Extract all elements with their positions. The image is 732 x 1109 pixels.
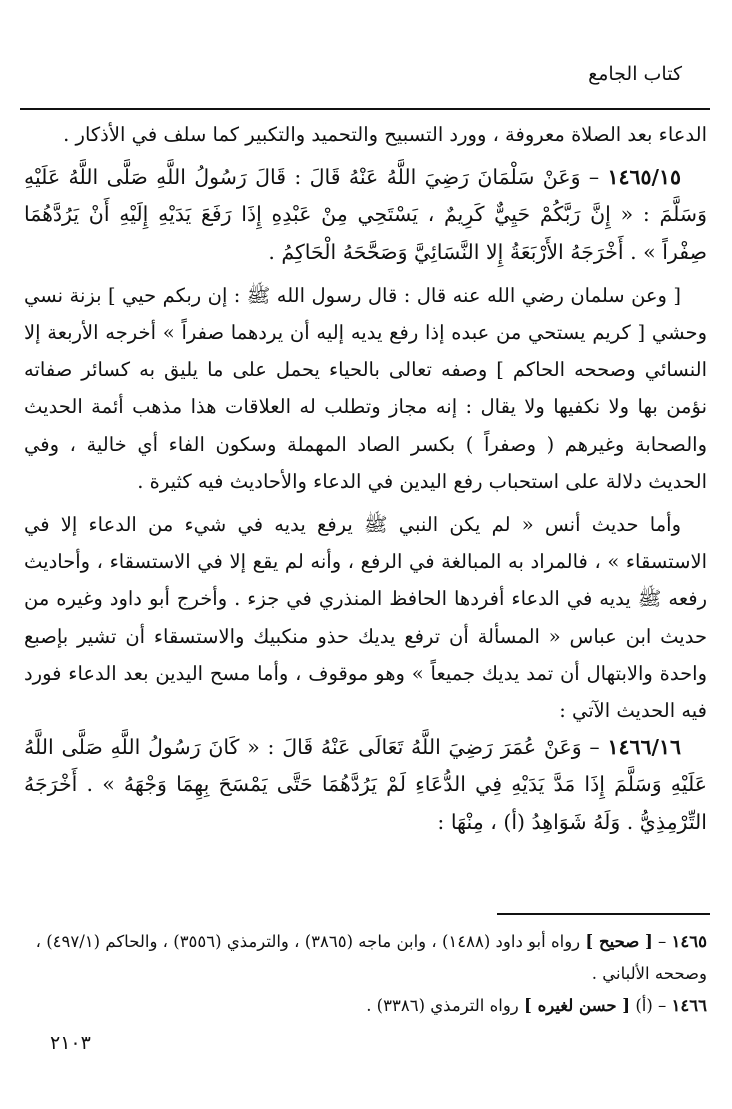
footnotes <box>24 926 707 1022</box>
page-number: ٢١٠٣ <box>50 1032 91 1054</box>
paragraph-dua-after-prayer: الدعاء بعد الصلاة معروفة ، وورد التسبيح والتحميد والتكبير كما سلف في الأذكار . <box>63 123 707 146</box>
footnote-rule <box>497 913 710 915</box>
footnote-grade: [ صحيح ] <box>585 932 653 951</box>
running-header: كتاب الجامع <box>588 63 682 85</box>
footnote-mark: (أ) <box>635 996 653 1015</box>
footnote-text: رواه أبو داود (١٤٨٨) ، وابن ماجه (٣٨٦٥) ، والترمذي (٣٥٥٦) ، والحاكم (٤٩٧/١) ، وصححه الألباني . <box>35 932 707 983</box>
main-text <box>24 116 707 841</box>
header-rule <box>20 108 710 110</box>
footnote-number: ١٤٦٥ <box>671 932 707 951</box>
footnote-text: رواه الترمذي (٣٣٨٦) . <box>366 996 525 1015</box>
hadith-number: ١٤٦٥/١٥ <box>607 165 681 190</box>
hadith-1466 <box>24 729 707 841</box>
hadith-text: – وَعَنْ سَلْمَانَ رَضِيَ اللَّهُ عَنْهُ قَالَ : قَالَ رَسُولُ اللَّهِ صَلَّى اللَّهُ عَلَيْهِ وَسَلَّمَ : « إِنَّ رَبَّكُمْ حَيِيٌّ كَرِيمٌ ، يَسْتَحِي مِنْ عَبْدِهِ إِذَا رَفَعَ يَدَيْهِ إِلَيْهِ أَنْ يَرُدَّهُمَا صِفْراً » . أَخْرَجَهُ الأَرْبَعَةُ إِلا النَّسَائِيَّ وَصَحَّحَهُ الْحَاكِمُ . <box>24 165 707 264</box>
footnote-1465: ١٤٦٥ – [ صحيح ] رواه أبو داود (١٤٨٨) ، وابن ماجه (٣٨٦٥) ، والترمذي (٣٥٥٦) ، والحاكم (٤٩٧/١) ، وصححه الألباني . <box>35 932 707 983</box>
footnote-1466: ١٤٦٦ – (أ) [ حسن لغيره ] رواه الترمذي (٣٣٨٦) . <box>366 996 707 1015</box>
hadith-1465 <box>24 159 707 271</box>
footnote-number: ١٤٦٦ <box>671 996 707 1015</box>
commentary-1465: [ وعن سلمان رضي الله عنه قال : قال رسول الله ﷺ : إن ربكم حيي ] بزنة نسي وحشي [ كريم يستحي من عبده إذا رفع يديه إليه أن يردهما صفراً » أخرجه الأربعة إلا النسائي وصححه الحاكم ] وصفه تعالى بالحياء يحمل على ما يليق به كسائر صفاته نؤمن بها ولا نكفيها ولا يقال : إنه مجاز وتطلب له العلاقات هذا مذهب أئمة الحديث والصحابة وغيرهم ( وصفراً ) بكسر الصاد المهملة وسكون الفاء أي خالية ، وفي الحديث دلالة على استحباب رفع اليدين في الدعاء والأحاديث فيه كثيرة . <box>24 283 707 493</box>
footnote-grade: [ حسن لغيره ] <box>524 996 631 1015</box>
hadith-number: ١٤٦٦/١٦ <box>607 735 681 760</box>
commentary-anas: وأما حديث أنس « لم يكن النبي ﷺ يرفع يديه في شيء من الدعاء إلا في الاستسقاء » ، فالمراد به المبالغة في الرفع ، وأنه لم يقع إلا في الاستسقاء ، وأحاديث رفعه ﷺ يديه في الدعاء أفردها الحافظ المنذري في جزء . وأخرج أبو داود وغيره من حديث ابن عباس « المسألة أن ترفع يديك حذو منكبيك والاستسقاء أن تشير بإصبع واحدة والابتهال أن تمد يديك جميعاً » وهو موقوف ، وأما مسح اليدين بعد الدعاء فورد فيه الحديث الآتي : <box>24 513 707 723</box>
hadith-text: – وَعَنْ عُمَرَ رَضِيَ اللَّهُ تَعَالَى عَنْهُ قَالَ : « كَانَ رَسُولُ اللَّهِ صَلَّى اللَّهُ عَلَيْهِ وَسَلَّمَ إِذَا مَدَّ يَدَيْهِ فِي الدُّعَاءِ لَمْ يَرُدَّهُمَا حَتَّى يَمْسَحَ بِهِمَا وَجْهَهُ » . أَخْرَجَهُ التِّرْمِذِيُّ . وَلَهُ شَوَاهِدُ (أ) ، مِنْهَا : <box>24 735 707 834</box>
